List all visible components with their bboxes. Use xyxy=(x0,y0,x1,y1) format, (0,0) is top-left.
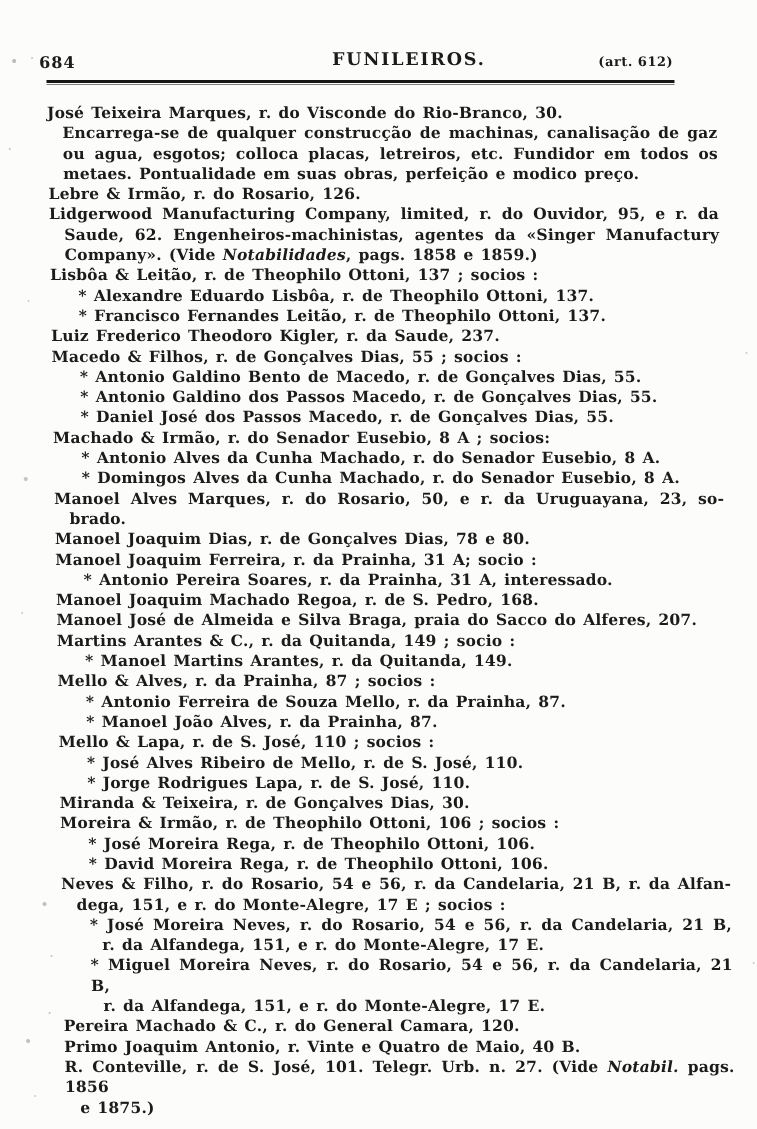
entry-line: José Teixeira Marques, r. do Visconde do Rio-Branco, 30. xyxy=(46,103,563,122)
entry-line: * Antonio Ferreira de Souza Mello, r. da Prainha, 87. xyxy=(85,691,566,711)
entry-line: Company». (Vide Notabilidades, pags. 1858 e 1859.) xyxy=(64,245,538,265)
entry-line: * Miguel Moreira Neves, r. do Rosario, 54 e 56, r. da Candelaria, 21 B, xyxy=(90,955,733,995)
entry-line: * José Moreira Rega, r. de Theophilo Ottoni, 106. xyxy=(88,833,536,853)
directory-entry xyxy=(50,265,721,326)
entry-line: * José Moreira Neves, r. do Rosario, 54 e 56, r. da Candelaria, 21 B, xyxy=(89,914,733,934)
entry-line: * Manoel João Alves, r. da Prainha, 87. xyxy=(86,711,438,731)
page-header xyxy=(38,50,716,76)
entry-line: Manoel Joaquim Ferreira, r. da Prainha, 31 A; socio : xyxy=(55,549,537,569)
directory-entry xyxy=(51,347,722,428)
directory-entry xyxy=(64,1016,734,1036)
entry-line: Mello & Alves, r. da Prainha, 87 ; socios : xyxy=(57,671,436,691)
page-number: 684 xyxy=(38,53,76,72)
entry-line: Martins Arantes & C., r. da Quitanda, 149 ; socio : xyxy=(56,630,516,650)
directory-entry xyxy=(49,204,720,265)
italic-reference: Notabil. xyxy=(607,1056,679,1076)
entry-line: Manoel José de Almeida e Silva Braga, praia do Sacco do Alferes, 207. xyxy=(56,610,698,630)
article-reference: (art. 612) xyxy=(598,55,674,70)
entry-line: Luiz Frederico Theodoro Kigler, r. da Saude, 237. xyxy=(50,326,500,346)
directory-entry xyxy=(56,590,726,610)
directory-entry xyxy=(55,529,725,549)
entry-line: Encarrega-se de qualquer construcção de machinas, canalisação de gaz xyxy=(62,123,718,143)
directory-entry xyxy=(58,732,729,793)
entry-line: Mello & Lapa, r. de S. José, 110 ; socios : xyxy=(58,732,435,752)
entry-line: Neves & Filho, r. do Rosario, 54 e 56, r. da Candelaria, 21 B, r. da Alfan- xyxy=(61,874,732,894)
entry-line: e 1875.) xyxy=(80,1097,155,1117)
directory-entry xyxy=(56,610,726,630)
directory-entry xyxy=(48,184,718,204)
entry-line: Primo Joaquim Antonio, r. Vinte e Quatro de Maio, 40 B. xyxy=(63,1036,581,1056)
entry-line: Macedo & Filhos, r. de Gonçalves Dias, 55 ; socios : xyxy=(51,346,522,366)
entry-line: * Manoel Martins Arantes, r. da Quitanda, 149. xyxy=(84,651,513,671)
directory-entry xyxy=(60,793,730,813)
entry-line: r. da Alfandega, 151, e r. do Monte-Alegre, 17 E. xyxy=(102,935,545,955)
directory-entry xyxy=(64,1037,734,1057)
entry-line: * David Moreira Rega, r. de Theophilo Ottoni, 106. xyxy=(88,853,549,873)
entry-line: Lisbôa & Leitão, r. de Theophilo Ottoni, 137 ; socios : xyxy=(49,265,539,285)
page-title: FUNILEIROS. xyxy=(331,50,486,70)
directory-entry xyxy=(57,671,728,732)
entry-line: Moreira & Irmão, r. de Theophilo Ottoni, 106 ; socios : xyxy=(59,813,560,833)
entry-line: Machado & Irmão, r. do Senador Eusebio, 8 A ; socios: xyxy=(52,427,551,447)
entry-line: * José Alves Ribeiro de Mello, r. de S. José, 110. xyxy=(86,752,524,772)
entry-line: Manoel Joaquim Dias, r. de Gonçalves Dias, 78 e 80. xyxy=(54,529,531,549)
entry-line: * Daniel José dos Passos Macedo, r. de Gonçalves Dias, 55. xyxy=(80,407,615,427)
entry-line: Manoel Joaquim Machado Regoa, r. de S. Pedro, 168. xyxy=(55,590,539,610)
scan-noise xyxy=(0,0,2,2)
entry-line: r. da Alfandega, 151, e r. do Monte-Alegre, 17 E. xyxy=(103,996,546,1016)
entry-line: Lidgerwood Manufacturing Company, limited, r. do Ouvidor, 95, e r. da xyxy=(48,204,720,224)
entry-line: * Domingos Alves da Cunha Machado, r. do Senador Eusebio, 8 A. xyxy=(81,468,681,488)
directory-list xyxy=(47,103,736,1118)
entry-line: brado. xyxy=(69,508,127,528)
entry-line: Pereira Machado & C., r. do General Camara, 120. xyxy=(63,1016,520,1036)
entry-line: ou agua, esgotos; colloca placas, letreiros, etc. Fundidor em todos os xyxy=(62,143,718,163)
entry-line: R. Conteville, r. de S. José, 101. Telegr. Urb. n. 27. (Vide Notabil. pags. 1856 xyxy=(64,1056,735,1097)
entry-line: * Antonio Galdino Bento de Macedo, r. de Gonçalves Dias, 55. xyxy=(79,366,642,386)
directory-entry xyxy=(64,1057,735,1118)
header-rule xyxy=(46,80,674,83)
directory-entry xyxy=(60,813,731,874)
entry-line: Lebre & Irmão, r. do Rosario, 126. xyxy=(48,184,361,204)
entry-line: Miranda & Teixeira, r. de Gonçalves Dias, 30. xyxy=(59,793,470,813)
directory-entry xyxy=(61,874,734,1016)
directory-entry xyxy=(51,326,721,346)
entry-line: Manoel Alves Marques, r. do Rosario, 50, e r. da Uruguayana, 23, so- xyxy=(53,488,725,508)
entry-line: * Antonio Pereira Soares, r. da Prainha, 31 A, interessado. xyxy=(83,569,613,589)
directory-entry xyxy=(47,103,718,184)
entry-line: * Antonio Alves da Cunha Machado, r. do Senador Eusebio, 8 A. xyxy=(81,448,661,468)
entry-line: metaes. Pontualidade em suas obras, perfeição e modico preço. xyxy=(63,163,640,183)
entry-line: * Jorge Rodrigues Lapa, r. de S. José, 110. xyxy=(87,772,471,792)
entry-line: * Francisco Fernandes Leitão, r. de Theophilo Ottoni, 137. xyxy=(78,305,607,325)
directory-entry xyxy=(55,550,726,591)
entry-line: Saude, 62. Engenheiros-machinistas, agentes da «Singer Manufactury xyxy=(64,224,720,244)
directory-entry xyxy=(54,489,725,530)
directory-entry xyxy=(53,428,724,489)
directory-entry xyxy=(57,631,728,672)
entry-line: * Alexandre Eduardo Lisbôa, r. de Theophilo Ottoni, 137. xyxy=(78,285,595,305)
italic-reference: Notabilidades xyxy=(222,245,346,265)
entry-line: * Antonio Galdino dos Passos Macedo, r. de Gonçalves Dias, 55. xyxy=(80,387,658,407)
entry-line: dega, 151, e r. do Monte-Alegre, 17 E ; socios : xyxy=(76,894,506,914)
